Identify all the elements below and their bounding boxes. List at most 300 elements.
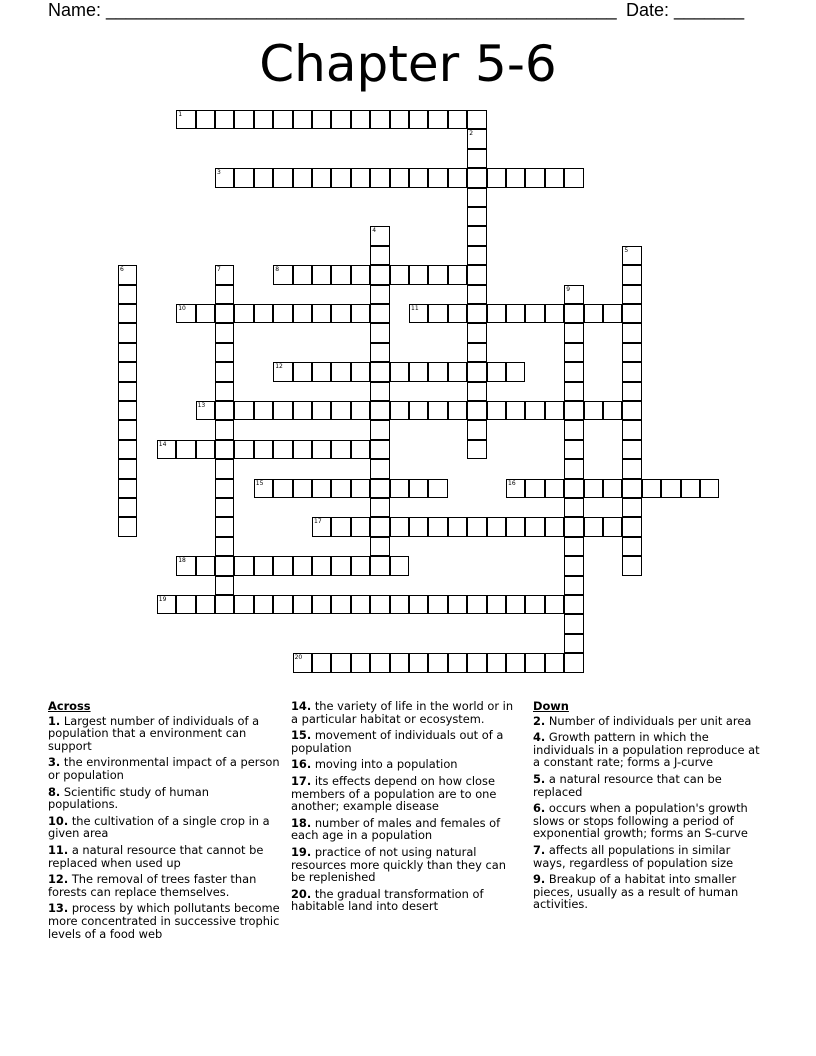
grid-cell[interactable] bbox=[351, 556, 370, 575]
grid-cell[interactable] bbox=[118, 323, 137, 342]
grid-cell[interactable] bbox=[370, 440, 389, 459]
grid-cell[interactable] bbox=[370, 517, 389, 536]
grid-cell[interactable] bbox=[370, 168, 389, 187]
grid-cell[interactable] bbox=[448, 304, 467, 323]
grid-cell[interactable] bbox=[622, 304, 641, 323]
grid-cell[interactable] bbox=[428, 401, 447, 420]
grid-cell[interactable] bbox=[215, 304, 234, 323]
grid-cell[interactable] bbox=[234, 595, 253, 614]
grid-cell[interactable] bbox=[293, 168, 312, 187]
grid-cell[interactable] bbox=[448, 401, 467, 420]
grid-cell[interactable] bbox=[428, 517, 447, 536]
grid-cell[interactable] bbox=[525, 304, 544, 323]
grid-cell[interactable] bbox=[603, 479, 622, 498]
grid-cell[interactable] bbox=[370, 556, 389, 575]
grid-cell[interactable] bbox=[506, 304, 525, 323]
grid-cell[interactable] bbox=[467, 401, 486, 420]
grid-cell[interactable] bbox=[390, 110, 409, 129]
grid-cell[interactable] bbox=[370, 459, 389, 478]
grid-cell[interactable] bbox=[564, 517, 583, 536]
grid-cell[interactable] bbox=[545, 517, 564, 536]
grid-cell[interactable] bbox=[196, 401, 215, 420]
grid-cell[interactable] bbox=[564, 537, 583, 556]
grid-cell[interactable] bbox=[215, 323, 234, 342]
across-clue bbox=[48, 756, 280, 781]
grid-cell[interactable] bbox=[584, 479, 603, 498]
grid-cell[interactable] bbox=[467, 285, 486, 304]
grid-cell[interactable] bbox=[448, 362, 467, 381]
grid-cell[interactable] bbox=[506, 401, 525, 420]
grid-cell[interactable] bbox=[234, 168, 253, 187]
grid-cell[interactable] bbox=[312, 479, 331, 498]
grid-cell[interactable] bbox=[234, 556, 253, 575]
grid-cell[interactable] bbox=[642, 479, 661, 498]
grid-cell[interactable] bbox=[331, 304, 350, 323]
grid-cell[interactable] bbox=[622, 479, 641, 498]
grid-cell[interactable] bbox=[370, 498, 389, 517]
grid-cell[interactable] bbox=[254, 110, 273, 129]
grid-cell[interactable] bbox=[370, 343, 389, 362]
grid-cell[interactable] bbox=[506, 517, 525, 536]
grid-cell[interactable] bbox=[545, 479, 564, 498]
grid-cell[interactable] bbox=[312, 653, 331, 672]
grid-cell[interactable] bbox=[118, 440, 137, 459]
grid-cell[interactable] bbox=[370, 110, 389, 129]
clue-number: 11. bbox=[48, 842, 69, 857]
clue-number: 6. bbox=[533, 801, 546, 816]
grid-cell[interactable] bbox=[448, 595, 467, 614]
grid-cell[interactable] bbox=[293, 265, 312, 284]
grid-cell[interactable] bbox=[564, 401, 583, 420]
grid-cell[interactable] bbox=[448, 653, 467, 672]
grid-cell[interactable] bbox=[273, 440, 292, 459]
grid-cell[interactable] bbox=[118, 498, 137, 517]
grid-cell[interactable] bbox=[506, 595, 525, 614]
across-clue bbox=[291, 775, 523, 813]
grid-cell[interactable] bbox=[312, 168, 331, 187]
grid-cell[interactable] bbox=[254, 595, 273, 614]
grid-cell[interactable] bbox=[370, 246, 389, 265]
grid-cell[interactable] bbox=[390, 517, 409, 536]
grid-cell[interactable] bbox=[215, 265, 234, 284]
grid-cell[interactable] bbox=[254, 168, 273, 187]
cell-number: 2 bbox=[469, 130, 474, 138]
grid-cell[interactable] bbox=[293, 362, 312, 381]
grid-cell[interactable] bbox=[390, 401, 409, 420]
grid-cell[interactable] bbox=[545, 401, 564, 420]
clue-number: 13. bbox=[48, 901, 69, 916]
grid-cell[interactable] bbox=[370, 595, 389, 614]
grid-cell[interactable] bbox=[331, 479, 350, 498]
grid-cell[interactable] bbox=[506, 168, 525, 187]
grid-cell[interactable] bbox=[254, 401, 273, 420]
grid-cell[interactable] bbox=[215, 420, 234, 439]
grid-cell[interactable] bbox=[176, 556, 195, 575]
grid-cell[interactable] bbox=[351, 440, 370, 459]
grid-cell[interactable] bbox=[215, 110, 234, 129]
grid-cell[interactable] bbox=[448, 517, 467, 536]
grid-cell[interactable] bbox=[564, 323, 583, 342]
grid-cell[interactable] bbox=[293, 440, 312, 459]
grid-cell[interactable] bbox=[215, 343, 234, 362]
grid-cell[interactable] bbox=[215, 517, 234, 536]
grid-cell[interactable] bbox=[622, 556, 641, 575]
grid-cell[interactable] bbox=[118, 401, 137, 420]
grid-cell[interactable] bbox=[467, 517, 486, 536]
grid-cell[interactable] bbox=[312, 110, 331, 129]
grid-cell[interactable] bbox=[409, 265, 428, 284]
grid-cell[interactable] bbox=[370, 285, 389, 304]
grid-cell[interactable] bbox=[215, 556, 234, 575]
grid-cell[interactable] bbox=[312, 304, 331, 323]
grid-cell[interactable] bbox=[564, 420, 583, 439]
grid-cell[interactable] bbox=[312, 556, 331, 575]
grid-cell[interactable] bbox=[564, 343, 583, 362]
grid-cell[interactable] bbox=[584, 517, 603, 536]
grid-cell[interactable] bbox=[273, 168, 292, 187]
grid-cell[interactable] bbox=[331, 110, 350, 129]
grid-cell[interactable] bbox=[467, 168, 486, 187]
grid-cell[interactable] bbox=[370, 323, 389, 342]
clue-text: the variety of life in the world or in a particular habitat or ecosystem. bbox=[291, 699, 514, 726]
grid-cell[interactable] bbox=[564, 498, 583, 517]
grid-cell[interactable] bbox=[215, 168, 234, 187]
grid-cell[interactable] bbox=[351, 595, 370, 614]
cell-number: 7 bbox=[217, 266, 221, 274]
grid-cell[interactable] bbox=[176, 110, 195, 129]
grid-cell[interactable] bbox=[234, 440, 253, 459]
grid-cell[interactable] bbox=[564, 634, 583, 653]
grid-cell[interactable] bbox=[525, 517, 544, 536]
grid-cell[interactable] bbox=[351, 517, 370, 536]
grid-cell[interactable] bbox=[467, 129, 486, 148]
grid-cell[interactable] bbox=[351, 168, 370, 187]
clue-text: a natural resource that cannot be replaced when used up bbox=[48, 842, 264, 870]
grid-cell[interactable] bbox=[467, 110, 486, 129]
grid-cell[interactable] bbox=[118, 304, 137, 323]
clue-text: the gradual transformation of habitable land into desert bbox=[291, 886, 484, 914]
grid-cell[interactable] bbox=[545, 168, 564, 187]
grid-cell[interactable] bbox=[622, 323, 641, 342]
grid-cell[interactable] bbox=[370, 401, 389, 420]
grid-cell[interactable] bbox=[390, 362, 409, 381]
grid-cell[interactable] bbox=[622, 517, 641, 536]
grid-cell[interactable] bbox=[487, 517, 506, 536]
grid-cell[interactable] bbox=[467, 149, 486, 168]
grid-cell[interactable] bbox=[467, 226, 486, 245]
grid-cell[interactable] bbox=[390, 653, 409, 672]
grid-cell[interactable] bbox=[467, 323, 486, 342]
grid-cell[interactable] bbox=[293, 401, 312, 420]
grid-cell[interactable] bbox=[409, 304, 428, 323]
grid-cell[interactable] bbox=[234, 110, 253, 129]
clue-number: 10. bbox=[48, 813, 69, 828]
grid-cell[interactable] bbox=[273, 479, 292, 498]
grid-cell[interactable] bbox=[622, 285, 641, 304]
across-heading: Across bbox=[48, 699, 91, 713]
grid-cell[interactable] bbox=[448, 265, 467, 284]
grid-cell[interactable] bbox=[487, 168, 506, 187]
clue-text: Growth pattern in which the individuals in a population reproduce at a constant rate; forms a J-curve bbox=[533, 730, 760, 770]
grid-cell[interactable] bbox=[545, 595, 564, 614]
grid-cell[interactable] bbox=[603, 517, 622, 536]
grid-cell[interactable] bbox=[215, 440, 234, 459]
grid-cell[interactable] bbox=[525, 653, 544, 672]
grid-cell[interactable] bbox=[390, 556, 409, 575]
grid-cell[interactable] bbox=[487, 401, 506, 420]
grid-cell[interactable] bbox=[564, 459, 583, 478]
grid-cell[interactable] bbox=[370, 420, 389, 439]
grid-cell[interactable] bbox=[428, 595, 447, 614]
grid-cell[interactable] bbox=[312, 440, 331, 459]
grid-cell[interactable] bbox=[448, 168, 467, 187]
grid-cell[interactable] bbox=[487, 362, 506, 381]
grid-cell[interactable] bbox=[196, 304, 215, 323]
grid-cell[interactable] bbox=[681, 479, 700, 498]
grid-cell[interactable] bbox=[370, 537, 389, 556]
grid-cell[interactable] bbox=[661, 479, 680, 498]
grid-cell[interactable] bbox=[196, 440, 215, 459]
grid-cell[interactable] bbox=[254, 556, 273, 575]
grid-cell[interactable] bbox=[293, 304, 312, 323]
grid-cell[interactable] bbox=[351, 265, 370, 284]
grid-cell[interactable] bbox=[331, 362, 350, 381]
grid-cell[interactable] bbox=[234, 304, 253, 323]
grid-cell[interactable] bbox=[312, 401, 331, 420]
grid-cell[interactable] bbox=[331, 168, 350, 187]
grid-cell[interactable] bbox=[312, 595, 331, 614]
grid-cell[interactable] bbox=[273, 265, 292, 284]
grid-cell[interactable] bbox=[351, 110, 370, 129]
grid-cell[interactable] bbox=[487, 595, 506, 614]
grid-cell[interactable] bbox=[176, 595, 195, 614]
grid-cell[interactable] bbox=[467, 382, 486, 401]
grid-cell[interactable] bbox=[622, 498, 641, 517]
grid-cell[interactable] bbox=[312, 362, 331, 381]
grid-cell[interactable] bbox=[506, 362, 525, 381]
grid-cell[interactable] bbox=[370, 362, 389, 381]
grid-cell[interactable] bbox=[273, 595, 292, 614]
grid-cell[interactable] bbox=[584, 304, 603, 323]
grid-cell[interactable] bbox=[215, 479, 234, 498]
grid-cell[interactable] bbox=[293, 595, 312, 614]
grid-cell[interactable] bbox=[564, 440, 583, 459]
grid-cell[interactable] bbox=[467, 595, 486, 614]
grid-cell[interactable] bbox=[467, 207, 486, 226]
grid-cell[interactable] bbox=[467, 304, 486, 323]
grid-cell[interactable] bbox=[215, 459, 234, 478]
grid-cell[interactable] bbox=[525, 168, 544, 187]
down-clue bbox=[533, 873, 765, 911]
grid-cell[interactable] bbox=[351, 653, 370, 672]
grid-cell[interactable] bbox=[196, 556, 215, 575]
grid-cell[interactable] bbox=[622, 362, 641, 381]
grid-cell[interactable] bbox=[467, 246, 486, 265]
grid-cell[interactable] bbox=[370, 265, 389, 284]
grid-cell[interactable] bbox=[428, 265, 447, 284]
grid-cell[interactable] bbox=[118, 343, 137, 362]
grid-cell[interactable] bbox=[370, 479, 389, 498]
grid-cell[interactable] bbox=[390, 265, 409, 284]
grid-cell[interactable] bbox=[525, 595, 544, 614]
grid-cell[interactable] bbox=[622, 343, 641, 362]
grid-cell[interactable] bbox=[176, 304, 195, 323]
grid-cell[interactable] bbox=[622, 459, 641, 478]
grid-cell[interactable] bbox=[467, 440, 486, 459]
grid-cell[interactable] bbox=[176, 440, 195, 459]
grid-cell[interactable] bbox=[409, 168, 428, 187]
grid-cell[interactable] bbox=[467, 653, 486, 672]
grid-cell[interactable] bbox=[564, 382, 583, 401]
grid-cell[interactable] bbox=[157, 595, 176, 614]
grid-cell[interactable] bbox=[215, 537, 234, 556]
grid-cell[interactable] bbox=[564, 595, 583, 614]
grid-cell[interactable] bbox=[254, 440, 273, 459]
grid-cell[interactable] bbox=[564, 576, 583, 595]
grid-cell[interactable] bbox=[370, 382, 389, 401]
grid-cell[interactable] bbox=[118, 459, 137, 478]
grid-cell[interactable] bbox=[428, 110, 447, 129]
grid-cell[interactable] bbox=[584, 401, 603, 420]
grid-cell[interactable] bbox=[118, 420, 137, 439]
grid-cell[interactable] bbox=[409, 479, 428, 498]
grid-cell[interactable] bbox=[254, 304, 273, 323]
grid-cell[interactable] bbox=[273, 401, 292, 420]
cell-number: 15 bbox=[255, 479, 264, 487]
grid-cell[interactable] bbox=[118, 479, 137, 498]
grid-cell[interactable] bbox=[390, 168, 409, 187]
grid-cell[interactable] bbox=[525, 479, 544, 498]
grid-cell[interactable] bbox=[215, 401, 234, 420]
grid-cell[interactable] bbox=[564, 556, 583, 575]
grid-cell[interactable] bbox=[467, 362, 486, 381]
grid-cell[interactable] bbox=[118, 362, 137, 381]
grid-cell[interactable] bbox=[428, 479, 447, 498]
grid-cell[interactable] bbox=[215, 285, 234, 304]
grid-cell[interactable] bbox=[409, 595, 428, 614]
grid-cell[interactable] bbox=[428, 168, 447, 187]
grid-cell[interactable] bbox=[215, 382, 234, 401]
grid-cell[interactable] bbox=[351, 479, 370, 498]
grid-cell[interactable] bbox=[351, 401, 370, 420]
cell-number: 12 bbox=[275, 363, 283, 371]
grid-cell[interactable] bbox=[293, 653, 312, 672]
grid-cell[interactable] bbox=[312, 265, 331, 284]
grid-cell[interactable] bbox=[196, 595, 215, 614]
grid-cell[interactable] bbox=[293, 556, 312, 575]
grid-cell[interactable] bbox=[467, 188, 486, 207]
grid-cell[interactable] bbox=[622, 420, 641, 439]
grid-cell[interactable] bbox=[545, 304, 564, 323]
grid-cell[interactable] bbox=[448, 110, 467, 129]
grid-cell[interactable] bbox=[331, 517, 350, 536]
grid-cell[interactable] bbox=[331, 595, 350, 614]
clue-text: occurs when a population's growth slows or stops following a period of exponential growth; forms an S-curve bbox=[533, 801, 748, 841]
grid-cell[interactable] bbox=[254, 479, 273, 498]
grid-cell[interactable] bbox=[331, 265, 350, 284]
grid-cell[interactable] bbox=[409, 517, 428, 536]
grid-cell[interactable] bbox=[409, 110, 428, 129]
grid-cell[interactable] bbox=[622, 265, 641, 284]
grid-cell[interactable] bbox=[622, 537, 641, 556]
grid-cell[interactable] bbox=[467, 343, 486, 362]
grid-cell[interactable] bbox=[370, 304, 389, 323]
grid-cell[interactable] bbox=[487, 653, 506, 672]
grid-cell[interactable] bbox=[351, 362, 370, 381]
grid-cell[interactable] bbox=[564, 653, 583, 672]
grid-cell[interactable] bbox=[428, 653, 447, 672]
grid-cell[interactable] bbox=[564, 304, 583, 323]
grid-cell[interactable] bbox=[409, 653, 428, 672]
grid-cell[interactable] bbox=[428, 362, 447, 381]
grid-cell[interactable] bbox=[622, 246, 641, 265]
grid-cell[interactable] bbox=[603, 304, 622, 323]
grid-cell[interactable] bbox=[312, 517, 331, 536]
grid-cell[interactable] bbox=[700, 479, 719, 498]
grid-cell[interactable] bbox=[370, 653, 389, 672]
grid-cell[interactable] bbox=[467, 420, 486, 439]
grid-cell[interactable] bbox=[564, 285, 583, 304]
grid-cell[interactable] bbox=[370, 226, 389, 245]
grid-cell[interactable] bbox=[409, 401, 428, 420]
grid-cell[interactable] bbox=[487, 304, 506, 323]
grid-cell[interactable] bbox=[428, 304, 447, 323]
grid-cell[interactable] bbox=[118, 517, 137, 536]
across-clue bbox=[291, 758, 523, 771]
grid-cell[interactable] bbox=[273, 362, 292, 381]
grid-cell[interactable] bbox=[409, 362, 428, 381]
grid-cell[interactable] bbox=[564, 479, 583, 498]
grid-cell[interactable] bbox=[196, 110, 215, 129]
grid-cell[interactable] bbox=[118, 382, 137, 401]
grid-cell[interactable] bbox=[622, 382, 641, 401]
grid-cell[interactable] bbox=[564, 168, 583, 187]
grid-cell[interactable] bbox=[215, 498, 234, 517]
grid-cell[interactable] bbox=[215, 362, 234, 381]
grid-cell[interactable] bbox=[293, 479, 312, 498]
grid-cell[interactable] bbox=[215, 595, 234, 614]
grid-cell[interactable] bbox=[467, 265, 486, 284]
grid-cell[interactable] bbox=[273, 110, 292, 129]
grid-cell[interactable] bbox=[331, 653, 350, 672]
grid-cell[interactable] bbox=[622, 401, 641, 420]
grid-cell[interactable] bbox=[215, 576, 234, 595]
grid-cell[interactable] bbox=[545, 653, 564, 672]
grid-cell[interactable] bbox=[564, 614, 583, 633]
grid-cell[interactable] bbox=[273, 556, 292, 575]
grid-cell[interactable] bbox=[331, 440, 350, 459]
grid-cell[interactable] bbox=[390, 479, 409, 498]
grid-cell[interactable] bbox=[390, 595, 409, 614]
grid-cell[interactable] bbox=[525, 401, 544, 420]
cell-number: 10 bbox=[178, 305, 186, 312]
grid-cell[interactable] bbox=[118, 285, 137, 304]
down-clue bbox=[533, 802, 765, 840]
grid-cell[interactable] bbox=[506, 653, 525, 672]
grid-cell[interactable] bbox=[603, 401, 622, 420]
grid-cell[interactable] bbox=[622, 440, 641, 459]
grid-cell[interactable] bbox=[506, 479, 525, 498]
grid-cell[interactable] bbox=[351, 304, 370, 323]
grid-cell[interactable] bbox=[331, 556, 350, 575]
grid-cell[interactable] bbox=[118, 265, 137, 284]
grid-cell[interactable] bbox=[331, 401, 350, 420]
grid-cell[interactable] bbox=[157, 440, 176, 459]
grid-cell[interactable] bbox=[234, 401, 253, 420]
grid-cell[interactable] bbox=[293, 110, 312, 129]
grid-cell[interactable] bbox=[564, 362, 583, 381]
grid-cell[interactable] bbox=[273, 304, 292, 323]
